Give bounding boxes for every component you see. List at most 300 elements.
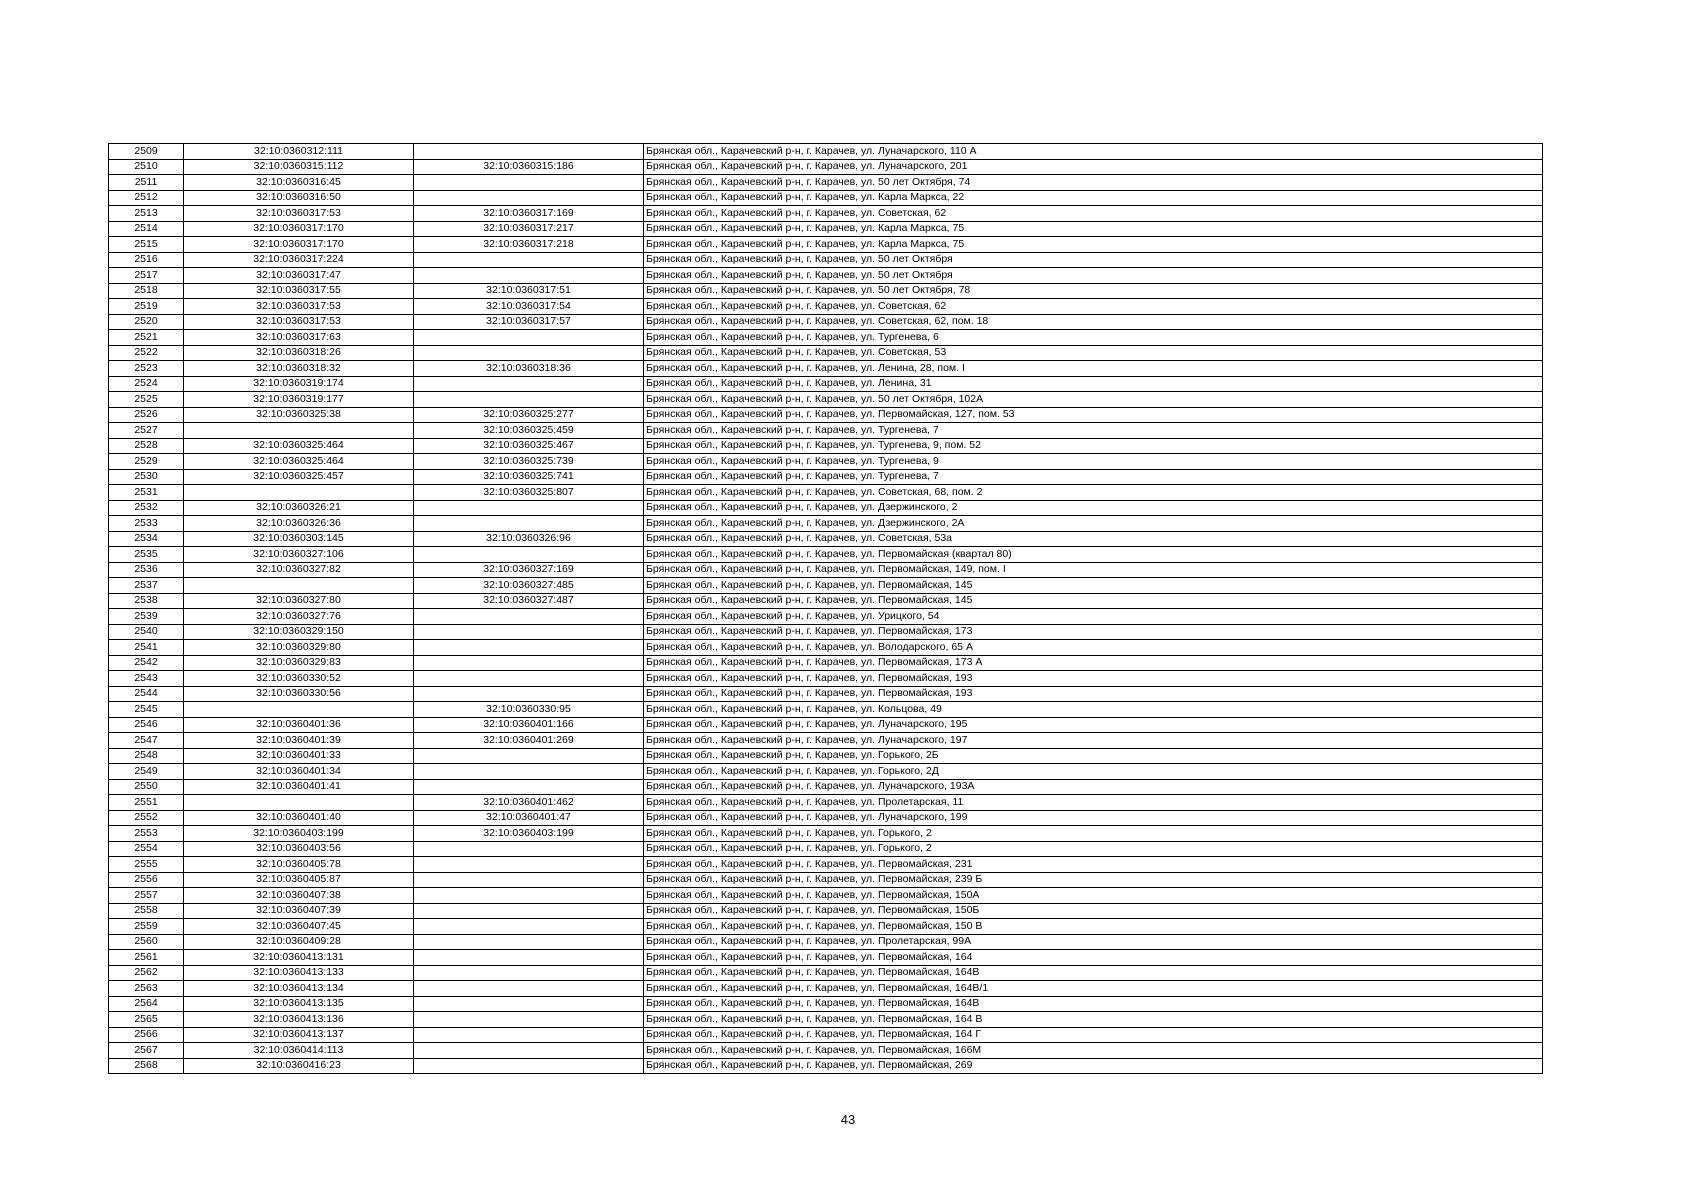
parent-cadastral-number-cell: 32:10:0360403:199 [414,826,644,842]
cadastral-number-cell: 32:10:0360413:136 [184,1012,414,1028]
parent-cadastral-number-cell: 32:10:0360317:51 [414,283,644,299]
row-number-cell: 2551 [109,795,184,811]
cadastral-number-cell [184,795,414,811]
address-cell: Брянская обл., Карачевский р-н, г. Карачев, ул. Первомайская, 239 Б [644,872,1543,888]
table-row [109,640,1543,656]
address-cell: Брянская обл., Карачевский р-н, г. Карачев, ул. Первомайская, 173 [644,624,1543,640]
row-number-cell: 2545 [109,702,184,718]
row-number-cell: 2528 [109,438,184,454]
cadastral-number-cell: 32:10:0360312:111 [184,144,414,160]
address-cell: Брянская обл., Карачевский р-н, г. Карачев, ул. 50 лет Октября [644,252,1543,268]
table-row [109,981,1543,997]
cadastral-number-cell: 32:10:0360317:53 [184,206,414,222]
parent-cadastral-number-cell: 32:10:0360325:741 [414,469,644,485]
table-row [109,500,1543,516]
cadastral-number-cell: 32:10:0360326:21 [184,500,414,516]
parent-cadastral-number-cell [414,175,644,191]
table-row [109,1058,1543,1074]
table-row [109,841,1543,857]
address-cell: Брянская обл., Карачевский р-н, г. Карачев, ул. Дзержинского, 2 [644,500,1543,516]
table-row [109,221,1543,237]
table-row [109,671,1543,687]
cadastral-number-cell: 32:10:0360407:45 [184,919,414,935]
table-row [109,686,1543,702]
cadastral-number-cell: 32:10:0360317:47 [184,268,414,284]
address-cell: Брянская обл., Карачевский р-н, г. Карачев, ул. Советская, 53 [644,345,1543,361]
parent-cadastral-number-cell [414,841,644,857]
cadastral-number-cell: 32:10:0360407:38 [184,888,414,904]
parent-cadastral-number-cell: 32:10:0360325:467 [414,438,644,454]
table-row [109,826,1543,842]
cadastral-number-cell [184,578,414,594]
table-row [109,547,1543,563]
row-number-cell: 2518 [109,283,184,299]
cadastral-number-cell: 32:10:0360316:50 [184,190,414,206]
parent-cadastral-number-cell [414,624,644,640]
row-number-cell: 2543 [109,671,184,687]
cadastral-number-cell: 32:10:0360403:56 [184,841,414,857]
cadastral-number-cell: 32:10:0360401:40 [184,810,414,826]
address-cell: Брянская обл., Карачевский р-н, г. Карачев, ул. Тургенева, 7 [644,469,1543,485]
address-cell: Брянская обл., Карачевский р-н, г. Карачев, ул. Горького, 2Б [644,748,1543,764]
address-cell: Брянская обл., Карачевский р-н, г. Карачев, ул. Ленина, 31 [644,376,1543,392]
parent-cadastral-number-cell [414,1012,644,1028]
table-row [109,438,1543,454]
registry-table-body [109,144,1543,1074]
row-number-cell: 2561 [109,950,184,966]
cadastral-number-cell [184,423,414,439]
table-row [109,469,1543,485]
address-cell: Брянская обл., Карачевский р-н, г. Карачев, ул. Тургенева, 9 [644,454,1543,470]
parent-cadastral-number-cell [414,144,644,160]
cadastral-number-cell: 32:10:0360414:113 [184,1043,414,1059]
table-row [109,857,1543,873]
cadastral-number-cell: 32:10:0360329:80 [184,640,414,656]
table-row [109,330,1543,346]
address-cell: Брянская обл., Карачевский р-н, г. Карачев, ул. Первомайская, 149, пом. I [644,562,1543,578]
table-row [109,299,1543,315]
parent-cadastral-number-cell [414,640,644,656]
cadastral-number-cell: 32:10:0360319:174 [184,376,414,392]
row-number-cell: 2517 [109,268,184,284]
table-row [109,1027,1543,1043]
table-row [109,919,1543,935]
address-cell: Брянская обл., Карачевский р-н, г. Карачев, ул. Урицкого, 54 [644,609,1543,625]
parent-cadastral-number-cell [414,919,644,935]
cadastral-number-cell: 32:10:0360315:112 [184,159,414,175]
parent-cadastral-number-cell [414,547,644,563]
row-number-cell: 2532 [109,500,184,516]
cadastral-number-cell: 32:10:0360330:52 [184,671,414,687]
row-number-cell: 2516 [109,252,184,268]
row-number-cell: 2535 [109,547,184,563]
table-row [109,345,1543,361]
row-number-cell: 2509 [109,144,184,160]
parent-cadastral-number-cell [414,981,644,997]
table-row [109,531,1543,547]
row-number-cell: 2565 [109,1012,184,1028]
page-number: 43 [840,1112,856,1127]
row-number-cell: 2529 [109,454,184,470]
table-row [109,655,1543,671]
parent-cadastral-number-cell [414,934,644,950]
row-number-cell: 2553 [109,826,184,842]
table-row [109,950,1543,966]
row-number-cell: 2540 [109,624,184,640]
address-cell: Брянская обл., Карачевский р-н, г. Карачев, ул. Первомайская, 193 [644,686,1543,702]
table-row [109,764,1543,780]
address-cell: Брянская обл., Карачевский р-н, г. Карачев, ул. Советская, 62 [644,206,1543,222]
cadastral-number-cell: 32:10:0360317:224 [184,252,414,268]
address-cell: Брянская обл., Карачевский р-н, г. Карачев, ул. Первомайская, 150 В [644,919,1543,935]
address-cell: Брянская обл., Карачевский р-н, г. Карачев, ул. Кольцова, 49 [644,702,1543,718]
parent-cadastral-number-cell [414,903,644,919]
parent-cadastral-number-cell [414,268,644,284]
parent-cadastral-number-cell [414,190,644,206]
table-row [109,609,1543,625]
parent-cadastral-number-cell [414,857,644,873]
parent-cadastral-number-cell: 32:10:0360317:57 [414,314,644,330]
address-cell: Брянская обл., Карачевский р-н, г. Карачев, ул. Луначарского, 201 [644,159,1543,175]
parent-cadastral-number-cell: 32:10:0360317:218 [414,237,644,253]
cadastral-number-cell: 32:10:0360319:177 [184,392,414,408]
table-row [109,392,1543,408]
cadastral-number-cell: 32:10:0360317:53 [184,314,414,330]
table-row [109,252,1543,268]
parent-cadastral-number-cell: 32:10:0360325:739 [414,454,644,470]
cadastral-number-cell [184,485,414,501]
address-cell: Брянская обл., Карачевский р-н, г. Карачев, ул. Советская, 53а [644,531,1543,547]
row-number-cell: 2566 [109,1027,184,1043]
address-cell: Брянская обл., Карачевский р-н, г. Карачев, ул. Тургенева, 6 [644,330,1543,346]
parent-cadastral-number-cell [414,748,644,764]
address-cell: Брянская обл., Карачевский р-н, г. Карачев, ул. Первомайская (квартал 80) [644,547,1543,563]
cadastral-number-cell: 32:10:0360405:78 [184,857,414,873]
row-number-cell: 2567 [109,1043,184,1059]
row-number-cell: 2564 [109,996,184,1012]
address-cell: Брянская обл., Карачевский р-н, г. Карачев, ул. Советская, 62, пом. 18 [644,314,1543,330]
cadastral-number-cell [184,702,414,718]
parent-cadastral-number-cell: 32:10:0360325:459 [414,423,644,439]
parent-cadastral-number-cell: 32:10:0360401:47 [414,810,644,826]
table-row [109,237,1543,253]
table-row [109,361,1543,377]
table-row [109,454,1543,470]
row-number-cell: 2514 [109,221,184,237]
cadastral-number-cell: 32:10:0360405:87 [184,872,414,888]
cadastral-number-cell: 32:10:0360317:53 [184,299,414,315]
cadastral-number-cell: 32:10:0360325:38 [184,407,414,423]
cadastral-number-cell: 32:10:0360316:45 [184,175,414,191]
cadastral-number-cell: 32:10:0360401:41 [184,779,414,795]
row-number-cell: 2534 [109,531,184,547]
address-cell: Брянская обл., Карачевский р-н, г. Карачев, ул. Луначарского, 197 [644,733,1543,749]
row-number-cell: 2515 [109,237,184,253]
table-row [109,485,1543,501]
row-number-cell: 2544 [109,686,184,702]
address-cell: Брянская обл., Карачевский р-н, г. Карачев, ул. Первомайская, 193 [644,671,1543,687]
parent-cadastral-number-cell [414,965,644,981]
row-number-cell: 2521 [109,330,184,346]
cadastral-number-cell: 32:10:0360401:34 [184,764,414,780]
cadastral-number-cell: 32:10:0360413:134 [184,981,414,997]
address-cell: Брянская обл., Карачевский р-н, г. Карачев, ул. Первомайская, 269 [644,1058,1543,1074]
address-cell: Брянская обл., Карачевский р-н, г. Карачев, ул. Первомайская, 164В [644,996,1543,1012]
address-cell: Брянская обл., Карачевский р-н, г. Карачев, ул. 50 лет Октября, 102А [644,392,1543,408]
table-row [109,934,1543,950]
table-row [109,144,1543,160]
address-cell: Брянская обл., Карачевский р-н, г. Карачев, ул. Советская, 68, пом. 2 [644,485,1543,501]
parent-cadastral-number-cell: 32:10:0360317:217 [414,221,644,237]
row-number-cell: 2548 [109,748,184,764]
parent-cadastral-number-cell: 32:10:0360401:462 [414,795,644,811]
cadastral-number-cell: 32:10:0360303:145 [184,531,414,547]
table-row [109,1043,1543,1059]
row-number-cell: 2526 [109,407,184,423]
parent-cadastral-number-cell [414,996,644,1012]
row-number-cell: 2546 [109,717,184,733]
row-number-cell: 2557 [109,888,184,904]
address-cell: Брянская обл., Карачевский р-н, г. Карачев, ул. Первомайская, 145 [644,578,1543,594]
cadastral-number-cell: 32:10:0360327:106 [184,547,414,563]
row-number-cell: 2538 [109,593,184,609]
table-row [109,578,1543,594]
row-number-cell: 2542 [109,655,184,671]
row-number-cell: 2520 [109,314,184,330]
parent-cadastral-number-cell: 32:10:0360401:269 [414,733,644,749]
registry-table [108,143,1543,1074]
cadastral-number-cell: 32:10:0360401:39 [184,733,414,749]
row-number-cell: 2537 [109,578,184,594]
parent-cadastral-number-cell [414,330,644,346]
parent-cadastral-number-cell: 32:10:0360327:485 [414,578,644,594]
table-row [109,593,1543,609]
cadastral-number-cell: 32:10:0360413:133 [184,965,414,981]
table-row [109,888,1543,904]
parent-cadastral-number-cell [414,392,644,408]
parent-cadastral-number-cell: 32:10:0360326:96 [414,531,644,547]
address-cell: Брянская обл., Карачевский р-н, г. Карачев, ул. Пролетарская, 11 [644,795,1543,811]
cadastral-number-cell: 32:10:0360416:23 [184,1058,414,1074]
parent-cadastral-number-cell: 32:10:0360401:166 [414,717,644,733]
cadastral-number-cell: 32:10:0360413:131 [184,950,414,966]
row-number-cell: 2510 [109,159,184,175]
address-cell: Брянская обл., Карачевский р-н, г. Карачев, ул. Володарского, 65 А [644,640,1543,656]
table-row [109,733,1543,749]
row-number-cell: 2524 [109,376,184,392]
parent-cadastral-number-cell [414,1043,644,1059]
address-cell: Брянская обл., Карачевский р-н, г. Карачев, ул. Первомайская, 173 А [644,655,1543,671]
parent-cadastral-number-cell: 32:10:0360325:277 [414,407,644,423]
table-row [109,810,1543,826]
address-cell: Брянская обл., Карачевский р-н, г. Карачев, ул. Луначарского, 110 А [644,144,1543,160]
row-number-cell: 2559 [109,919,184,935]
address-cell: Брянская обл., Карачевский р-н, г. Карачев, ул. Луначарского, 195 [644,717,1543,733]
table-row [109,562,1543,578]
parent-cadastral-number-cell [414,376,644,392]
address-cell: Брянская обл., Карачевский р-н, г. Карачев, ул. Карла Маркса, 75 [644,221,1543,237]
table-row [109,717,1543,733]
parent-cadastral-number-cell [414,671,644,687]
row-number-cell: 2519 [109,299,184,315]
table-row [109,779,1543,795]
address-cell: Брянская обл., Карачевский р-н, г. Карачев, ул. Первомайская, 164 В [644,1012,1543,1028]
parent-cadastral-number-cell: 32:10:0360318:36 [414,361,644,377]
row-number-cell: 2530 [109,469,184,485]
address-cell: Брянская обл., Карачевский р-н, г. Карачев, ул. Первомайская, 150Б [644,903,1543,919]
parent-cadastral-number-cell [414,1058,644,1074]
parent-cadastral-number-cell: 32:10:0360327:487 [414,593,644,609]
row-number-cell: 2525 [109,392,184,408]
cadastral-number-cell: 32:10:0360401:33 [184,748,414,764]
address-cell: Брянская обл., Карачевский р-н, г. Карачев, ул. Первомайская, 164В [644,965,1543,981]
cadastral-number-cell: 32:10:0360317:170 [184,237,414,253]
parent-cadastral-number-cell [414,888,644,904]
address-cell: Брянская обл., Карачевский р-н, г. Карачев, ул. Советская, 62 [644,299,1543,315]
table-row [109,314,1543,330]
address-cell: Брянская обл., Карачевский р-н, г. Карачев, ул. Первомайская, 166М [644,1043,1543,1059]
parent-cadastral-number-cell [414,950,644,966]
cadastral-number-cell: 32:10:0360325:464 [184,454,414,470]
cadastral-number-cell: 32:10:0360409:28 [184,934,414,950]
cadastral-number-cell: 32:10:0360325:457 [184,469,414,485]
parent-cadastral-number-cell [414,1027,644,1043]
address-cell: Брянская обл., Карачевский р-н, г. Карачев, ул. Первомайская, 231 [644,857,1543,873]
table-row [109,624,1543,640]
row-number-cell: 2513 [109,206,184,222]
table-row [109,1012,1543,1028]
row-number-cell: 2539 [109,609,184,625]
cadastral-number-cell: 32:10:0360330:56 [184,686,414,702]
address-cell: Брянская обл., Карачевский р-н, г. Карачев, ул. Карла Маркса, 75 [644,237,1543,253]
cadastral-number-cell: 32:10:0360413:135 [184,996,414,1012]
parent-cadastral-number-cell: 32:10:0360317:54 [414,299,644,315]
parent-cadastral-number-cell [414,609,644,625]
table-row [109,903,1543,919]
table-row [109,965,1543,981]
parent-cadastral-number-cell [414,500,644,516]
row-number-cell: 2547 [109,733,184,749]
cadastral-number-cell: 32:10:0360317:55 [184,283,414,299]
cadastral-number-cell: 32:10:0360318:26 [184,345,414,361]
parent-cadastral-number-cell: 32:10:0360325:807 [414,485,644,501]
parent-cadastral-number-cell [414,779,644,795]
address-cell: Брянская обл., Карачевский р-н, г. Карачев, ул. 50 лет Октября, 74 [644,175,1543,191]
cadastral-number-cell: 32:10:0360327:82 [184,562,414,578]
table-row [109,702,1543,718]
address-cell: Брянская обл., Карачевский р-н, г. Карачев, ул. Ленина, 28, пом. I [644,361,1543,377]
row-number-cell: 2562 [109,965,184,981]
row-number-cell: 2523 [109,361,184,377]
address-cell: Брянская обл., Карачевский р-н, г. Карачев, ул. Первомайская, 164В/1 [644,981,1543,997]
row-number-cell: 2533 [109,516,184,532]
address-cell: Брянская обл., Карачевский р-н, г. Карачев, ул. 50 лет Октября, 78 [644,283,1543,299]
cadastral-number-cell: 32:10:0360403:199 [184,826,414,842]
cadastral-number-cell: 32:10:0360317:63 [184,330,414,346]
cadastral-number-cell: 32:10:0360407:39 [184,903,414,919]
row-number-cell: 2558 [109,903,184,919]
parent-cadastral-number-cell [414,655,644,671]
address-cell: Брянская обл., Карачевский р-н, г. Карачев, ул. Первомайская, 127, пом. 53 [644,407,1543,423]
row-number-cell: 2556 [109,872,184,888]
row-number-cell: 2511 [109,175,184,191]
address-cell: Брянская обл., Карачевский р-н, г. Карачев, ул. Луначарского, 193А [644,779,1543,795]
cadastral-number-cell: 32:10:0360327:76 [184,609,414,625]
table-row [109,407,1543,423]
parent-cadastral-number-cell [414,764,644,780]
cadastral-number-cell: 32:10:0360413:137 [184,1027,414,1043]
parent-cadastral-number-cell [414,516,644,532]
parent-cadastral-number-cell: 32:10:0360315:186 [414,159,644,175]
address-cell: Брянская обл., Карачевский р-н, г. Карачев, ул. Луначарского, 199 [644,810,1543,826]
parent-cadastral-number-cell [414,872,644,888]
row-number-cell: 2568 [109,1058,184,1074]
row-number-cell: 2550 [109,779,184,795]
table-row [109,516,1543,532]
table-row [109,283,1543,299]
address-cell: Брянская обл., Карачевский р-н, г. Карачев, ул. Первомайская, 164 [644,950,1543,966]
address-cell: Брянская обл., Карачевский р-н, г. Карачев, ул. Горького, 2 [644,826,1543,842]
table-row [109,175,1543,191]
cadastral-number-cell: 32:10:0360326:36 [184,516,414,532]
address-cell: Брянская обл., Карачевский р-н, г. Карачев, ул. Горького, 2 [644,841,1543,857]
row-number-cell: 2554 [109,841,184,857]
table-row [109,872,1543,888]
table-row [109,268,1543,284]
address-cell: Брянская обл., Карачевский р-н, г. Карачев, ул. 50 лет Октября [644,268,1543,284]
cadastral-number-cell: 32:10:0360329:83 [184,655,414,671]
cadastral-number-cell: 32:10:0360329:150 [184,624,414,640]
row-number-cell: 2531 [109,485,184,501]
table-row [109,159,1543,175]
table-row [109,190,1543,206]
parent-cadastral-number-cell: 32:10:0360330:95 [414,702,644,718]
parent-cadastral-number-cell: 32:10:0360327:169 [414,562,644,578]
cadastral-number-cell: 32:10:0360325:464 [184,438,414,454]
parent-cadastral-number-cell [414,686,644,702]
row-number-cell: 2549 [109,764,184,780]
address-cell: Брянская обл., Карачевский р-н, г. Карачев, ул. Первомайская, 164 Г [644,1027,1543,1043]
address-cell: Брянская обл., Карачевский р-н, г. Карачев, ул. Пролетарская, 99А [644,934,1543,950]
row-number-cell: 2527 [109,423,184,439]
cadastral-number-cell: 32:10:0360318:32 [184,361,414,377]
address-cell: Брянская обл., Карачевский р-н, г. Карачев, ул. Горького, 2Д [644,764,1543,780]
cadastral-number-cell: 32:10:0360401:36 [184,717,414,733]
table-row [109,795,1543,811]
table-row [109,996,1543,1012]
row-number-cell: 2512 [109,190,184,206]
cadastral-number-cell: 32:10:0360327:80 [184,593,414,609]
table-row [109,206,1543,222]
row-number-cell: 2541 [109,640,184,656]
row-number-cell: 2563 [109,981,184,997]
parent-cadastral-number-cell [414,345,644,361]
row-number-cell: 2552 [109,810,184,826]
address-cell: Брянская обл., Карачевский р-н, г. Карачев, ул. Первомайская, 145 [644,593,1543,609]
parent-cadastral-number-cell [414,252,644,268]
table-row [109,423,1543,439]
table-row [109,748,1543,764]
address-cell: Брянская обл., Карачевский р-н, г. Карачев, ул. Тургенева, 9, пом. 52 [644,438,1543,454]
address-cell: Брянская обл., Карачевский р-н, г. Карачев, ул. Первомайская, 150А [644,888,1543,904]
parent-cadastral-number-cell: 32:10:0360317:169 [414,206,644,222]
table-row [109,376,1543,392]
row-number-cell: 2536 [109,562,184,578]
row-number-cell: 2560 [109,934,184,950]
row-number-cell: 2555 [109,857,184,873]
address-cell: Брянская обл., Карачевский р-н, г. Карачев, ул. Тургенева, 7 [644,423,1543,439]
address-cell: Брянская обл., Карачевский р-н, г. Карачев, ул. Карла Маркса, 22 [644,190,1543,206]
